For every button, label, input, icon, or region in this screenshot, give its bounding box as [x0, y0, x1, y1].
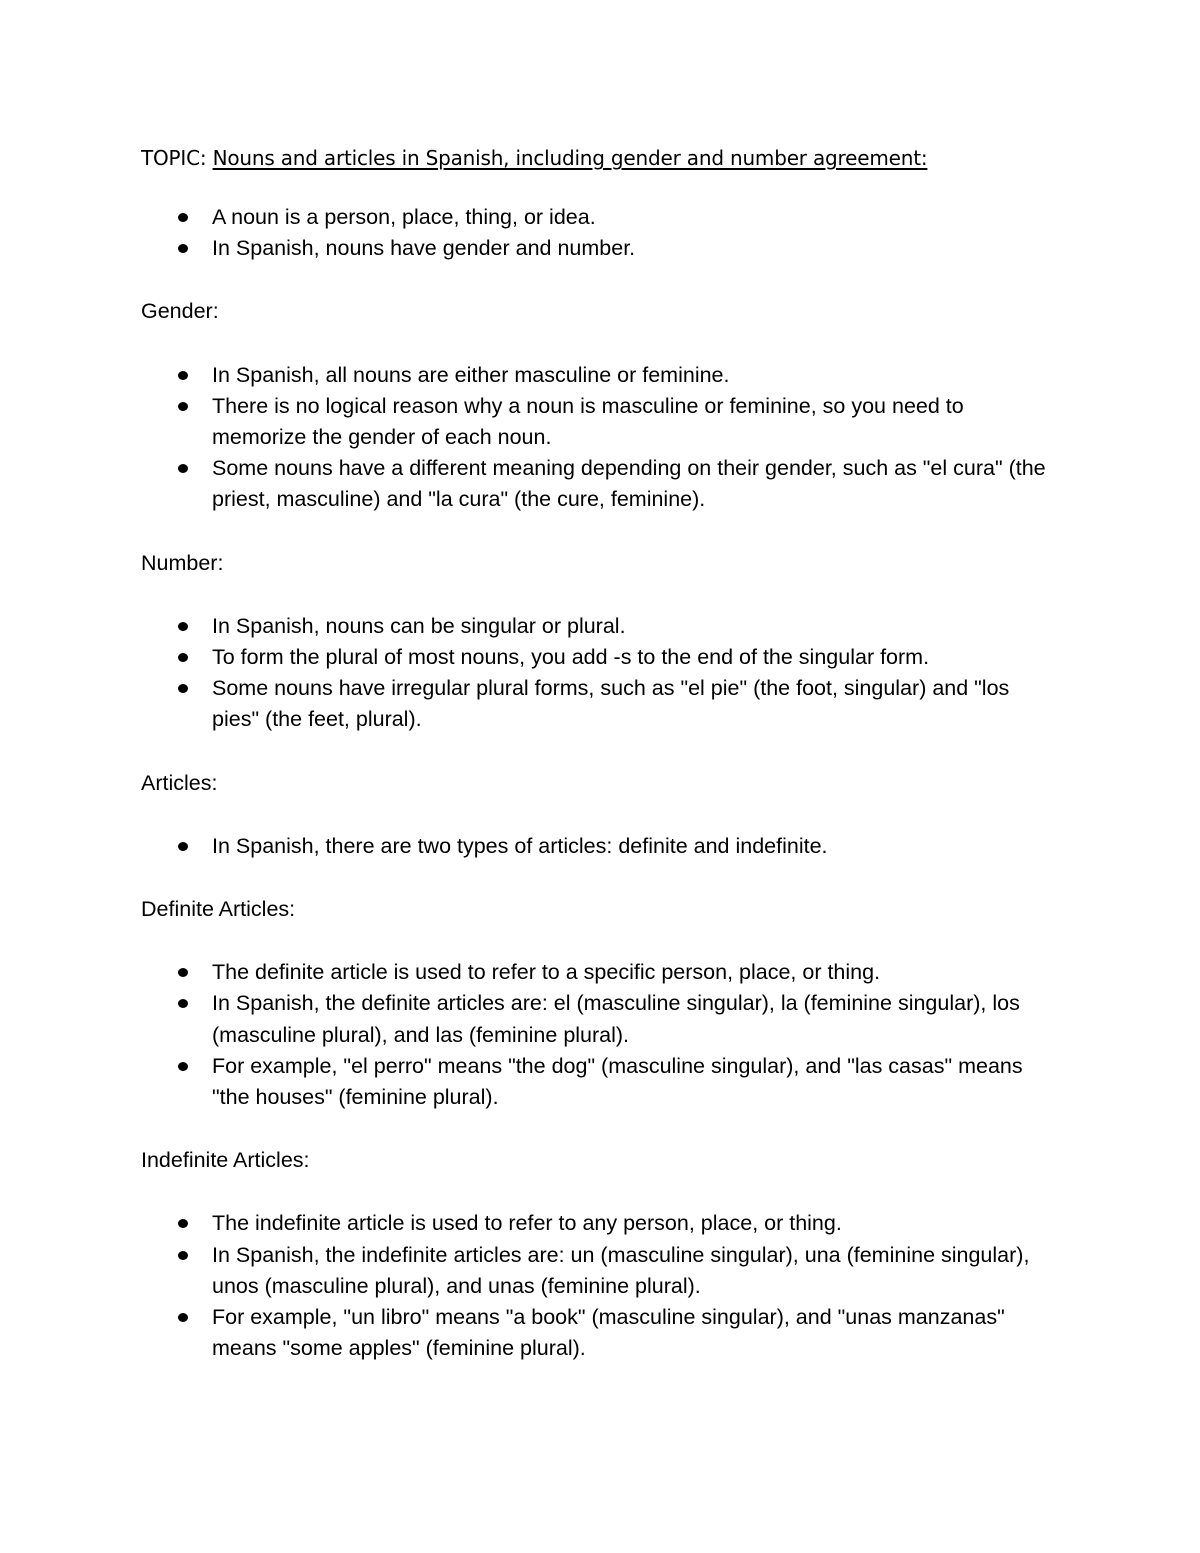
articles-list: [141, 831, 1061, 862]
bullet-icon: [178, 653, 188, 662]
list-item: Some nouns have irregular plural forms, such as "el pie" (the foot, singular) and "los pies" (the feet, plural).: [141, 673, 1061, 735]
bullet-icon: [178, 402, 188, 411]
section-heading-gender: Gender:: [141, 299, 219, 324]
title-topic: Nouns and articles in Spanish, including gender and number agreement:: [212, 146, 928, 170]
number-list: [141, 611, 1061, 736]
section-heading-indefinite-articles: Indefinite Articles:: [141, 1148, 310, 1173]
title-label: TOPIC:: [141, 146, 213, 170]
definite-articles-list: [141, 957, 1061, 1113]
bullet-icon: [178, 842, 188, 851]
bullet-icon: [178, 968, 188, 977]
gender-list: [141, 360, 1061, 516]
list-item: The definite article is used to refer to a specific person, place, or thing.: [141, 957, 1061, 988]
bullet-icon: [178, 371, 188, 380]
bullet-icon: [178, 464, 188, 473]
document-page: [141, 138, 1061, 1364]
list-item: Some nouns have a different meaning depending on their gender, such as "el cura" (the priest, masculine) and "la cura" (the cure, feminine).: [141, 453, 1061, 515]
section-heading-number: Number:: [141, 550, 224, 575]
list-item: For example, "el perro" means "the dog" (masculine singular), and "las casas" means "the houses" (feminine plural).: [141, 1051, 1061, 1113]
list-item: In Spanish, the indefinite articles are: un (masculine singular), una (feminine singular), unos (masculine plural), and unas (feminine plural).: [141, 1240, 1061, 1302]
bullet-icon: [178, 1219, 188, 1228]
list-item: For example, "un libro" means "a book" (masculine singular), and "unas manzanas" means "some apples" (feminine plural).: [141, 1302, 1061, 1364]
list-item: A noun is a person, place, thing, or idea.: [141, 202, 1061, 233]
bullet-icon: [178, 1062, 188, 1071]
indefinite-articles-list: [141, 1208, 1061, 1364]
list-item: In Spanish, nouns have gender and number.: [141, 233, 1061, 264]
list-item: In Spanish, there are two types of articles: definite and indefinite.: [141, 831, 1061, 862]
intro-list: [141, 202, 1061, 264]
list-item: In Spanish, nouns can be singular or plural.: [141, 611, 1061, 642]
list-item: To form the plural of most nouns, you add -s to the end of the singular form.: [141, 642, 1061, 673]
bullet-icon: [178, 684, 188, 693]
bullet-icon: [178, 213, 188, 222]
section-heading-articles: Articles:: [141, 770, 218, 795]
bullet-icon: [178, 999, 188, 1008]
bullet-icon: [178, 622, 188, 631]
section-heading-definite-articles: Definite Articles:: [141, 897, 296, 922]
list-item: In Spanish, all nouns are either masculine or feminine.: [141, 360, 1061, 391]
bullet-icon: [178, 1313, 188, 1322]
bullet-icon: [178, 1251, 188, 1260]
list-item: In Spanish, the definite articles are: el (masculine singular), la (feminine singular), los (masculine plural), and las (feminine plural).: [141, 988, 1061, 1050]
list-item: The indefinite article is used to refer to any person, place, or thing.: [141, 1208, 1061, 1239]
list-item: There is no logical reason why a noun is masculine or feminine, so you need to memorize the gender of each noun.: [141, 391, 1061, 453]
bullet-icon: [178, 244, 188, 253]
document-title: [141, 138, 1061, 178]
